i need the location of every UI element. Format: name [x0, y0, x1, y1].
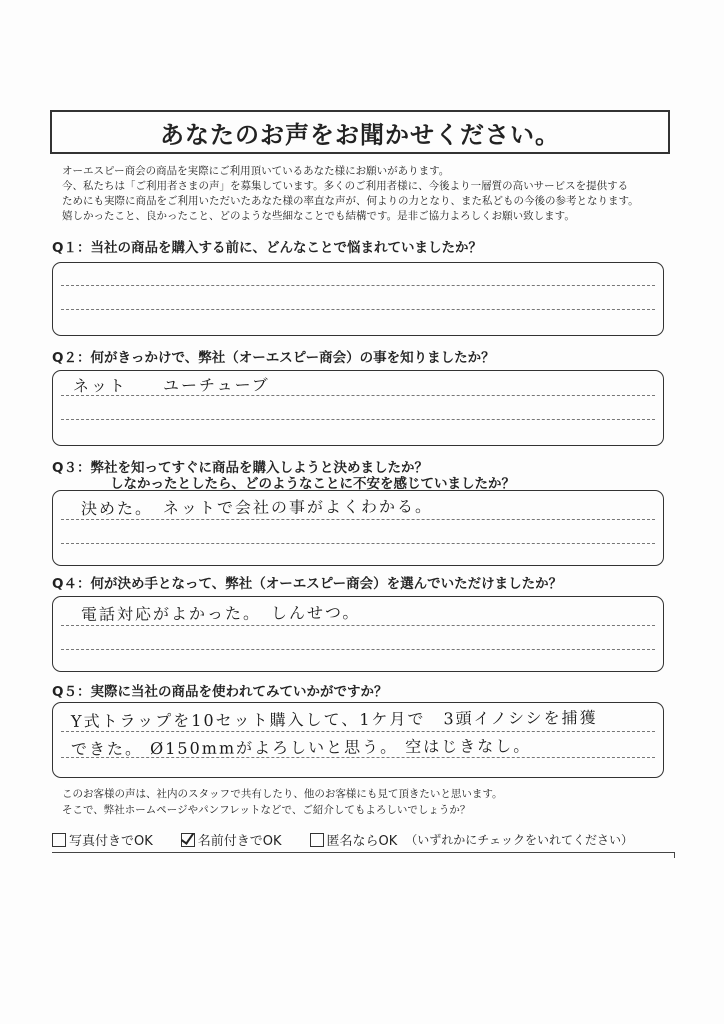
answer-box-5[interactable] [52, 702, 664, 778]
intro-line: 今、私たちは「ご利用者さまの声」を募集しています。多くのご利用者様に、今後より一層質の高いサービスを提供する [62, 180, 629, 192]
page-title: あなたのお声をお聞かせください。 [160, 120, 560, 149]
checkbox-anonymous[interactable] [310, 833, 324, 847]
answer-line [61, 395, 655, 396]
checkbox-name[interactable] [181, 833, 195, 847]
intro-line: オーエスピー商会の商品を実際にご利用頂いているあなた様にお願いがあります。 [62, 165, 450, 177]
bottom-rule [52, 852, 675, 853]
checkbox-photo[interactable] [52, 833, 66, 847]
consent-photo[interactable] [52, 830, 153, 849]
answer-line [61, 649, 655, 650]
handwritten-answer: できた。 Ø150mmがよろしいと思う。 空はじきなし。 [70, 736, 532, 759]
consent-note: （いずれかにチェックをいれてください） [405, 833, 633, 847]
question-4: Q４：何が決め手となって、弊社（オーエスピー商会）を選んでいただけましたか？ [52, 576, 563, 592]
intro-text [62, 164, 682, 224]
answer-line [61, 285, 655, 286]
answer-box-4[interactable] [52, 596, 664, 672]
intro-line: 嬉しかったこと、良かったこと、どのような些細なことでも結構です。是非ご協力よろしくお願い致します。 [62, 210, 575, 222]
consent-name-label: 名前付きでOK [197, 834, 282, 849]
answer-line [61, 309, 655, 310]
answer-line [61, 625, 655, 626]
question-1: Q１：当社の商品を購入する前に、どんなことで悩まれていましたか？ [52, 240, 482, 256]
handwritten-answer: ネット ユーチューブ [72, 375, 270, 396]
footer-text [62, 786, 502, 818]
question-2: Q２：何がきっかけで、弊社（オーエスピー商会）の事を知りましたか？ [52, 350, 495, 366]
answer-line [61, 419, 655, 420]
question-5: Q５：実際に当社の商品を使われてみていかがですか？ [52, 684, 388, 700]
answer-box-3[interactable] [52, 490, 664, 566]
consent-options [52, 830, 633, 849]
footer-line: そこで、弊社ホームページやパンフレットなどで、ご紹介してもよろしいでしょうか？ [62, 804, 471, 816]
answer-line [61, 519, 655, 520]
question-3-line2: しなかったとしたら、どのようなことに不安を感じていましたか？ [110, 476, 515, 492]
consent-anonymous-label: 匿名ならOK [326, 834, 398, 849]
handwritten-answer: Y式トラップを10セット購入して、1ケ月で 3頭イノシシを捕獲 [70, 708, 598, 731]
handwritten-answer: 決めた。 ネットで会社の事がよくわかる。 [80, 496, 434, 519]
bottom-rule-tick [674, 852, 675, 858]
answer-line [61, 757, 655, 758]
answer-box-1[interactable] [52, 262, 664, 336]
title-box [50, 110, 670, 154]
consent-photo-label: 写真付きでOK [69, 834, 153, 849]
handwritten-answer: 電話対応がよかった。 しんせつ。 [80, 603, 361, 624]
question-3: Q３：弊社を知ってすぐに商品を購入しようと決めましたか？ [52, 460, 428, 476]
intro-line: ためにも実際に商品をご利用いただいたあなた様の率直な声が、何よりの力となり、また私どもの今後の参考となります。 [62, 195, 639, 207]
footer-line: このお客様の声は、社内のスタッフで共有したり、他のお客様にも見て頂きたいと思います。 [62, 788, 503, 800]
answer-line [61, 731, 655, 732]
consent-name[interactable] [181, 830, 282, 849]
answer-box-2[interactable] [52, 370, 664, 446]
consent-anonymous[interactable] [310, 830, 398, 849]
answer-line [61, 543, 655, 544]
